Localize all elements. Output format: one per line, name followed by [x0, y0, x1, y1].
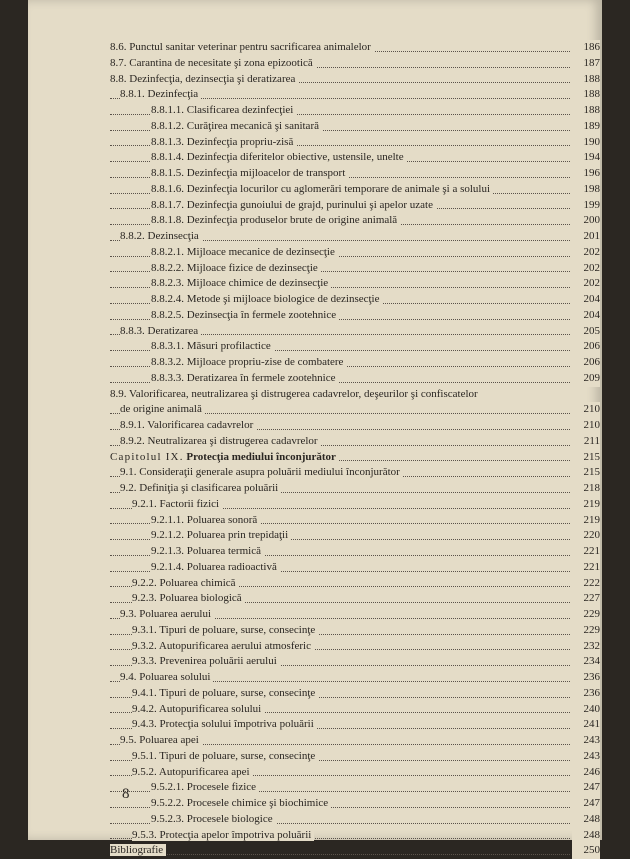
toc-entry-title: 8.7. Carantina de necesitate şi zona epizootică [110, 57, 316, 69]
toc-chapter-heading [110, 450, 600, 466]
toc-entry-title: 9.5.2. Autopurificarea apei [132, 766, 253, 778]
toc-entry [110, 686, 600, 702]
toc-entry [110, 796, 600, 812]
toc-page-number: 240 [572, 702, 600, 718]
toc-page-number: 190 [572, 135, 600, 151]
toc-entry-title: 8.8.3.3. Deratizarea în fermele zootehnice [151, 372, 338, 384]
toc-entry [110, 387, 600, 403]
toc-entry [110, 87, 600, 103]
toc-entry [110, 292, 600, 308]
toc-entry-title: 9.1. Consideraţii generale asupra poluării mediului înconjurător [120, 466, 403, 478]
toc-entry [110, 355, 600, 371]
toc-page-number: 188 [572, 103, 600, 119]
toc-entry-title: 9.5.2.2. Procesele chimice şi biochimice [151, 797, 331, 809]
toc-entry-title: 9.2.1. Factorii fizici [132, 498, 222, 510]
toc-page-number: 215 [572, 450, 600, 466]
toc-entry [110, 371, 600, 387]
toc-page-number: 248 [572, 828, 600, 844]
toc-page-number: 210 [572, 418, 600, 434]
toc-entry-title: 9.4. Poluarea solului [120, 671, 213, 683]
toc-page-number: 202 [572, 245, 600, 261]
toc-entry-title: 9.3.1. Tipuri de poluare, surse, consecinţe [132, 624, 318, 636]
dot-leader [110, 854, 570, 855]
toc-page-number: 200 [572, 213, 600, 229]
toc-page-number: 204 [572, 292, 600, 308]
toc-entry [110, 702, 600, 718]
toc-entry [110, 639, 600, 655]
toc-entry-title: 9.2. Definiţia şi clasificarea poluării [120, 482, 281, 494]
toc-page-number: 218 [572, 481, 600, 497]
toc-entry-title: 9.2.2. Poluarea chimică [132, 577, 239, 589]
toc-page-number: 186 [572, 40, 600, 56]
toc-entry [110, 749, 600, 765]
toc-entry [110, 465, 600, 481]
toc-page-number: 196 [572, 166, 600, 182]
toc-page-number: 189 [572, 119, 600, 135]
toc-entry [110, 213, 600, 229]
toc-entry-title: 8.8.2.2. Mijloace fizice de dezinsecţie [151, 262, 321, 274]
toc-entry [110, 261, 600, 277]
toc-page-number: 220 [572, 528, 600, 544]
toc-entry-title: 9.2.3. Poluarea biologică [132, 592, 245, 604]
toc-entry [110, 528, 600, 544]
toc-entry [110, 544, 600, 560]
toc-entry [110, 607, 600, 623]
toc-page-number: 248 [572, 812, 600, 828]
toc-page-number: 188 [572, 72, 600, 88]
toc-entry [110, 56, 600, 72]
toc-page-number: 227 [572, 591, 600, 607]
toc-entry [110, 308, 600, 324]
toc-entry-title: 8.8.2.4. Metode şi mijloace biologice de dezinsecţie [151, 293, 383, 305]
toc-entry-title: 8.8.2.1. Mijloace mecanice de dezinsecţie [151, 246, 338, 258]
toc-entry [110, 150, 600, 166]
toc-entry-title: 9.5.3. Protecţia apelor împotriva poluării [132, 829, 314, 841]
toc-entry-title: 8.8.3.2. Mijloace propriu-zise de combatere [151, 356, 346, 368]
toc-entry [110, 481, 600, 497]
toc-entry [110, 765, 600, 781]
toc-entry-title: 8.6. Punctul sanitar veterinar pentru sacrificarea animalelor [110, 41, 374, 53]
toc-entry-title: 8.8.2.3. Mijloace chimice de dezinsecţie [151, 277, 331, 289]
toc-page-number: 232 [572, 639, 600, 655]
toc-page-number: 236 [572, 686, 600, 702]
toc-page-number: 198 [572, 182, 600, 198]
toc-page-number: 229 [572, 607, 600, 623]
toc-chapter-label [110, 451, 339, 463]
toc-entry [110, 166, 600, 182]
toc-entry-title: 8.8.1.5. Dezinfecţia mijloacelor de transport [151, 167, 348, 179]
toc-entry [110, 418, 600, 434]
toc-page-number: 211 [572, 434, 600, 450]
toc-page-number: 246 [572, 765, 600, 781]
toc-entry-title: 8.8.2.5. Dezinsecţia în fermele zootehnice [151, 309, 339, 321]
toc-entry [110, 812, 600, 828]
toc-entry-title: 8.8.1.4. Dezinfecţia diferitelor obiective, ustensile, unelte [151, 151, 407, 163]
toc-entry-title: 9.2.1.4. Poluarea radioactivă [151, 561, 280, 573]
toc-page-number: 241 [572, 717, 600, 733]
toc-entry-title: de origine animală [120, 403, 205, 415]
toc-entry [110, 135, 600, 151]
toc-page-number: 247 [572, 780, 600, 796]
chapter-title: Protecţia mediului înconjurător [186, 450, 336, 463]
toc-entry [110, 560, 600, 576]
toc-entry [110, 402, 600, 418]
toc-entry-title: 8.8.2. Dezinsecţia [120, 230, 202, 242]
toc-page-number: 187 [572, 56, 600, 72]
toc-page-number: 202 [572, 261, 600, 277]
toc-entry [110, 339, 600, 355]
toc-entry [110, 733, 600, 749]
toc-page-number: 205 [572, 324, 600, 340]
page-number: 8 [122, 786, 130, 802]
toc-entry [110, 119, 600, 135]
toc-entry-title: 8.8.3. Deratizarea [120, 325, 201, 337]
toc-entry-title: 9.5.2.1. Procesele fizice [151, 781, 259, 793]
toc-entry [110, 276, 600, 292]
toc-page-number: 194 [572, 150, 600, 166]
toc-entry [110, 497, 600, 513]
toc-entry [110, 670, 600, 686]
toc-entry-title: 9.4.2. Autopurificarea solului [132, 703, 264, 715]
toc-entry-title: 9.3.2. Autopurificarea aerului atmosferic [132, 640, 314, 652]
toc-page-number: 219 [572, 497, 600, 513]
toc-page-number: 247 [572, 796, 600, 812]
toc-entry [110, 229, 600, 245]
toc-page-number: 229 [572, 623, 600, 639]
toc-entry-title: 9.2.1.2. Poluarea prin trepidaţii [151, 529, 291, 541]
toc-page-number: 221 [572, 560, 600, 576]
toc-page-number: 222 [572, 576, 600, 592]
toc-entry [110, 654, 600, 670]
toc-page-number: 210 [572, 402, 600, 418]
toc-entry [110, 576, 600, 592]
toc-entry-title: 9.2.1.1. Poluarea sonoră [151, 514, 260, 526]
toc-entry [110, 103, 600, 119]
toc-page-number: 215 [572, 465, 600, 481]
toc-entry [110, 843, 600, 859]
toc-page-number: 243 [572, 749, 600, 765]
toc-entry-title: 8.8.3.1. Măsuri profilactice [151, 340, 274, 352]
toc-entry [110, 72, 600, 88]
toc-page-number: 243 [572, 733, 600, 749]
toc-entry [110, 434, 600, 450]
toc-entry-title: 8.9. Valorificarea, neutralizarea şi distrugerea cadavrelor, deşeurilor şi confiscatelor [110, 388, 481, 400]
toc-page-number: 219 [572, 513, 600, 529]
toc-entry [110, 245, 600, 261]
toc-entry-title: 8.8. Dezinfecţia, dezinsecţia şi deratizarea [110, 73, 298, 85]
toc-entry-title: 9.5.1. Tipuri de poluare, surse, consecinţe [132, 750, 318, 762]
toc-page-number: 221 [572, 544, 600, 560]
toc-page-number: 199 [572, 198, 600, 214]
toc-entry-title: 9.4.3. Protecţia solului împotriva poluării [132, 718, 317, 730]
toc-entry-title: 8.8.1.3. Dezinfecţia propriu-zisă [151, 136, 296, 148]
toc-entry-title: 8.9.1. Valorificarea cadavrelor [120, 419, 256, 431]
toc-page-number: 188 [572, 87, 600, 103]
toc-entry-title: 8.8.1.8. Dezinfecţia produselor brute de origine animală [151, 214, 400, 226]
toc-entry [110, 182, 600, 198]
toc-entry-title: 8.8.1.2. Curăţirea mecanică şi sanitară [151, 120, 322, 132]
toc-page-number: 202 [572, 276, 600, 292]
toc-entry-title: 9.5.2.3. Procesele biologice [151, 813, 276, 825]
toc-entry-title: 8.8.1.1. Clasificarea dezinfecţiei [151, 104, 296, 116]
toc-entry [110, 591, 600, 607]
toc-page-number: 209 [572, 371, 600, 387]
toc-entry-title: 8.8.1.7. Dezinfecţia gunoiului de grajd, purinului şi apelor uzate [151, 199, 436, 211]
toc-page-number: 204 [572, 308, 600, 324]
toc-entry-title: Bibliografie [110, 844, 166, 856]
toc-entry [110, 780, 600, 796]
toc-entry-title: 9.5. Poluarea apei [120, 734, 202, 746]
toc-page-number: 234 [572, 654, 600, 670]
toc-entry [110, 198, 600, 214]
toc-entry [110, 828, 600, 844]
toc-entry-title: 8.8.1.6. Dezinfecţia locurilor cu aglomerări temporare de animale şi a solului [151, 183, 493, 195]
toc-entry [110, 324, 600, 340]
book-page [28, 0, 602, 857]
toc-page-number: 201 [572, 229, 600, 245]
table-of-contents [110, 40, 600, 859]
toc-entry-title: 8.9.2. Neutralizarea şi distrugerea cadavrelor [120, 435, 321, 447]
toc-entry-title: 9.3.3. Prevenirea poluării aerului [132, 655, 280, 667]
toc-page-number: 236 [572, 670, 600, 686]
toc-entry [110, 623, 600, 639]
toc-entry [110, 40, 600, 56]
toc-page-number: 206 [572, 355, 600, 371]
toc-entry [110, 513, 600, 529]
toc-entry-title: 9.3. Poluarea aerului [120, 608, 214, 620]
toc-entry-title: 9.4.1. Tipuri de poluare, surse, consecinţe [132, 687, 318, 699]
toc-page-number: 250 [572, 843, 600, 859]
toc-entry [110, 717, 600, 733]
toc-entry-title: 8.8.1. Dezinfecţia [120, 88, 201, 100]
toc-page-number: 206 [572, 339, 600, 355]
toc-entry-title: 9.2.1.3. Poluarea termică [151, 545, 264, 557]
chapter-prefix: Capitolul IX. [110, 450, 184, 463]
